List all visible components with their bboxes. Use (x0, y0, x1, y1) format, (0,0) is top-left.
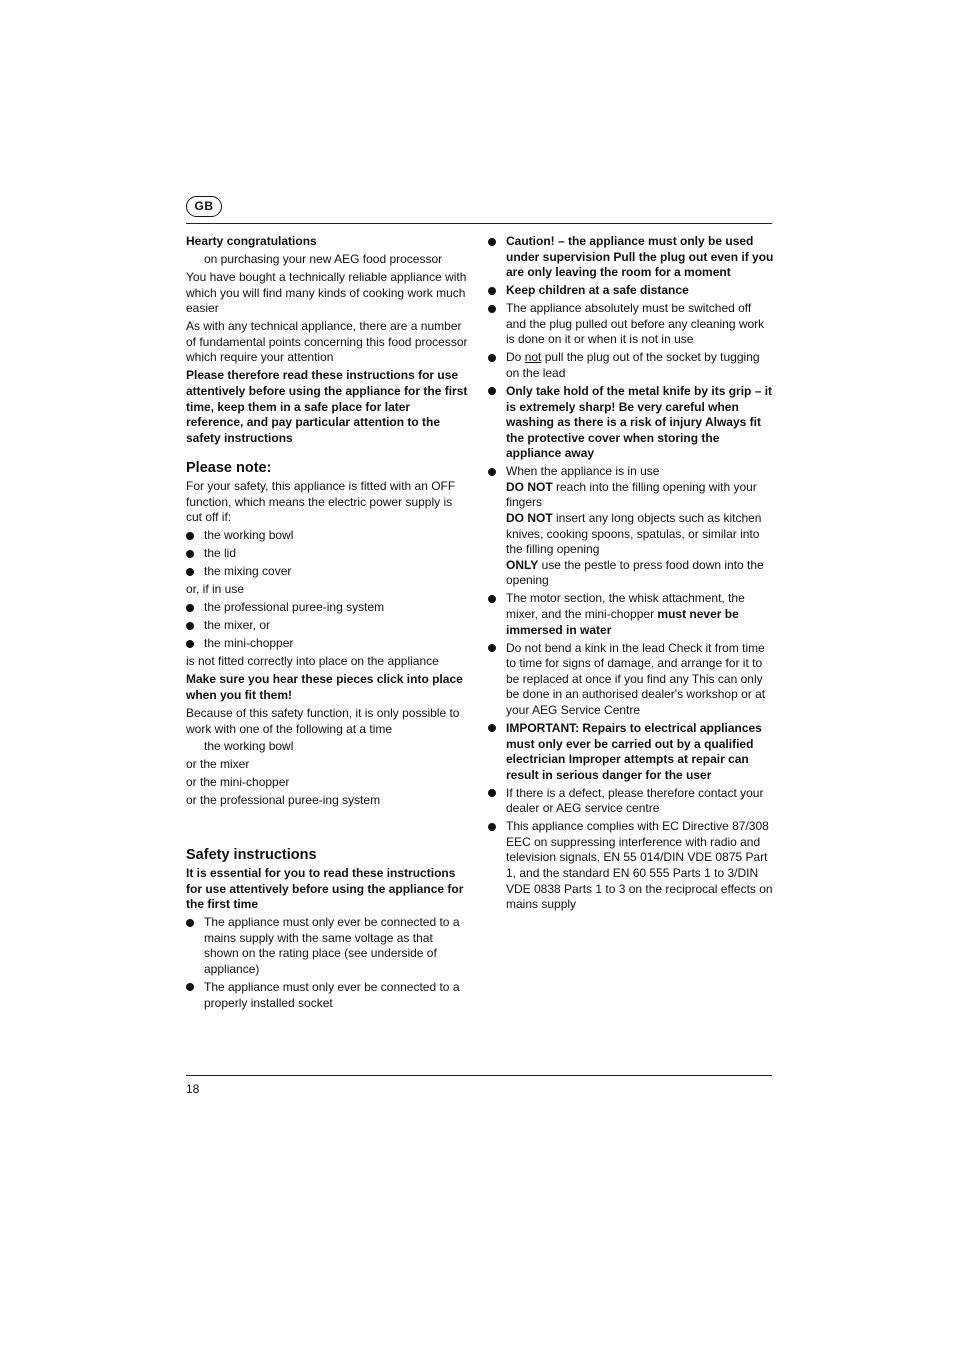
because-text: Because of this safety function, it is only possible to work with one of the following at a time (186, 705, 460, 736)
intro-title: Hearty congratulations (186, 234, 317, 248)
list-item: the lid (186, 546, 470, 562)
option-mixer: or the mixer (186, 757, 250, 772)
intro-subtitle: on purchasing your new AEG food processor (204, 251, 443, 266)
plug-rest: pull the plug out of the socket by tugging on the lead (506, 350, 760, 380)
caution-item: Caution! – the appliance must only be used under supervision Pull the plug out even if you are only leaving the room for a moment (487, 234, 774, 281)
click-warning: Make sure you hear these pieces click into place when you fit them! (186, 672, 463, 702)
safety-instructions-heading: Safety instructions (186, 847, 317, 864)
safety-item-socket: The appliance must only ever be connected to a properly installed socket (186, 980, 470, 1011)
left-column (186, 234, 470, 1014)
plug-do: Do (506, 350, 522, 365)
in-use-rule-1: DO NOT reach into the filling opening with your fingers (506, 479, 757, 510)
list-item: the mixing cover (186, 564, 470, 580)
or-if-in-use: or, if in use (186, 582, 245, 597)
lead-kink-item: Do not bend a kink in the lead Check it from time to time for signs of damage, and arrange for it to be replaced at once if you find any This can only be done in an authorised dealer's workshop or at your AEG Service Centre (487, 641, 774, 719)
please-note-heading: Please note: (186, 460, 272, 477)
water-item: The motor section, the whisk attachment, the mixer, and the mini-chopper must never be immersed in water (487, 591, 774, 638)
safety-intro: It is essential for you to read these instructions for use attentively before using the appliance for the first time (186, 866, 464, 912)
list-item: the mixer, or (186, 618, 470, 634)
option-mini-chopper: or the mini-chopper (186, 775, 290, 790)
in-use-rule-3: ONLY use the pestle to press food down into the opening (506, 557, 764, 588)
knife-item: Only take hold of the metal knife by its grip – it is extremely sharp! Be very careful when washing as there is a risk of injury Always fit the protective cover when storing the appliance away (487, 384, 774, 462)
switch-off-item: The appliance absolutely must be switched off and the plug pulled out before any cleaning work is done on it or when it is not in use (487, 301, 774, 348)
safety-item-voltage: The appliance must only ever be connected to a mains supply with the same voltage as that shown on the rating place (see underside of appliance) (186, 915, 470, 977)
intro-paragraph-3: Please therefore read these instructions for use attentively before using the appliance for the first time, keep them in a safe place for later reference, and pay particular attention to the safety instructions (186, 368, 468, 445)
header-rule (186, 223, 772, 224)
defect-item: If there is a defect, please therefore contact your dealer or AEG service centre (487, 786, 774, 817)
in-use-rule-2: DO NOT insert any long objects such as kitchen knives, cooking spoons, spatulas, or similar into the filling opening (506, 511, 762, 557)
list-item: the mini-chopper (186, 636, 470, 652)
intro-paragraph-1: You have bought a technically reliable appliance with which you will find many kinds of cooking work much easier (186, 269, 467, 316)
children-item: Keep children at a safe distance (487, 283, 774, 299)
complies-item: This appliance complies with EC Directive 87/308 EEC on suppressing interference with radio and television signals, EN 55 014/DIN VDE 0875 Part 1, and the standard EN 60 555 Parts 1 to 3/DIN VDE 0838 Parts 1 to 3 on the reciprocal effects on mains supply (487, 819, 774, 913)
in-use-item (487, 464, 774, 589)
option-working-bowl: the working bowl (204, 739, 294, 754)
option-puree-system: or the professional puree-ing system (186, 793, 381, 808)
gb-language-badge: GB (186, 196, 222, 217)
list-item: the working bowl (186, 528, 470, 544)
right-column (487, 234, 774, 915)
intro-paragraph-2: As with any technical appliance, there are a number of fundamental points concerning this food processor which require your attention (186, 319, 468, 365)
in-use-lead: When the appliance is in use (506, 464, 660, 479)
page-number: 18 (186, 1082, 200, 1096)
note-intro: For your safety, this appliance is fitted with an OFF function, which means the electric power supply is cut off if: (186, 479, 456, 525)
list-item: the professional puree-ing system (186, 600, 470, 616)
plug-not: not (524, 350, 542, 365)
plug-item (487, 350, 774, 381)
not-fitted-text: is not fitted correctly into place on the appliance (186, 654, 439, 669)
footer-rule (186, 1075, 772, 1076)
important-item: IMPORTANT: Repairs to electrical appliances must only ever be carried out by a qualified electrician Improper attempts at repair can result in serious danger for the user (487, 721, 774, 783)
